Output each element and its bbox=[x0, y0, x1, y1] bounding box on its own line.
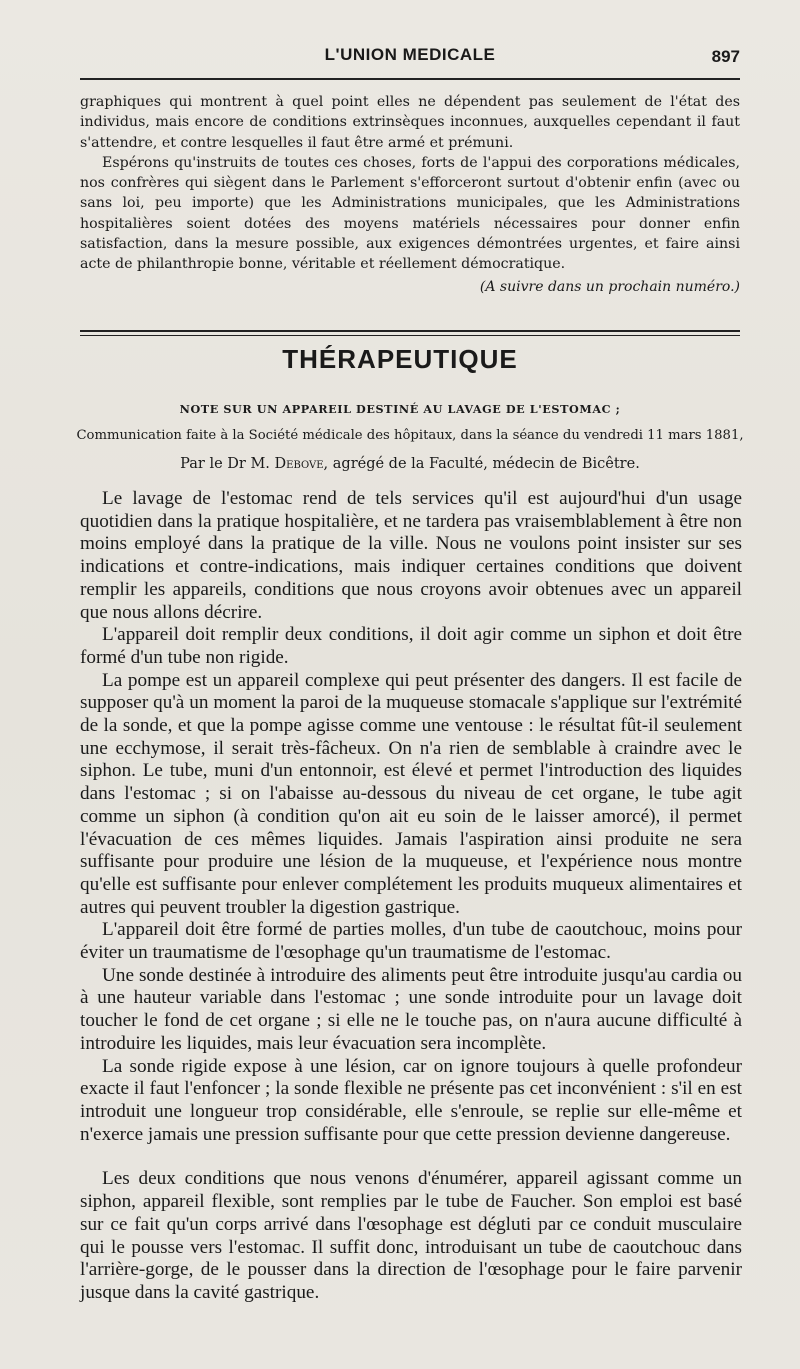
running-head bbox=[80, 45, 740, 75]
page-number: 897 bbox=[711, 47, 740, 66]
body-paragraph-5: Une sonde destinée à introduire des aliments peut être introduite jusqu'au cardia ou à une hauteur variable dans l'estomac ; une sonde introduite pour un lavage doit toucher le fond de cet organe ; si elle ne le touche pas, on n'aura aucune difficulté à introduire les liquides, mais leur évacuation sera incomplète. bbox=[80, 964, 742, 1054]
continued-paragraph-2: Espérons qu'instruits de toutes ces choses, forts de l'appui des corporations médicales, nos confrères qui siègent dans le Parlement s'efforceront surtout d'obtenir enfin (avec ou sans loi, peu importe) que les Administrations municipales, que les Administrations hospitalières soient dotées des moyens matériels nécessaires pour donner enfin satisfaction, dans la mesure possible, aux exigences démontrées urgentes, et faire ainsi acte de philanthropie bonne, véritable et réellement démocratique. bbox=[80, 154, 740, 273]
body-paragraph-4: L'appareil doit être formé de parties molles, d'un tube de caoutchouc, moins pour éviter un traumatisme de l'œsophage qu'un traumatisme de l'estomac. bbox=[80, 919, 742, 964]
body-paragraph-3: La pompe est un appareil complexe qui peut présenter des dangers. Il est facile de supposer qu'à un moment la paroi de la muqueuse stomacale s'applique sur l'extrémité de la sonde, et que la pompe agisse comme une ventouse : le résultat fût-il seulement une ecchymose, il serait très-fâcheux. On n'a rien de semblable à craindre avec le siphon. Le tube, muni d'un entonnoir, est élevé et permet l'introduction des liquides dans l'estomac ; si on l'abaisse au-dessous du niveau de cet organe, le tube agit comme un siphon (à condition qu'on ait eu soin de le laisser amorcé), il permet l'évacuation de ces mêmes liquides. Jamais l'aspiration ainsi produite ne sera suffisante pour produire une lésion de la muqueuse, et l'expérience nous montre qu'elle est suffisante pour enlever complétement les produits muqueux alimentaires et autres qui peuvent troubler la digestion gastrique. bbox=[80, 669, 742, 918]
section-heading: THÉRAPEUTIQUE bbox=[282, 344, 518, 374]
byline-suffix: , agrégé de la Faculté, médecin de Bicêtre. bbox=[323, 456, 640, 472]
body-paragraph-2: L'appareil doit remplir deux conditions, il doit agir comme un siphon et doit être formé d'un tube non rigide. bbox=[80, 624, 742, 668]
to-be-continued-note: (A suivre dans un prochain numéro.) bbox=[479, 278, 740, 295]
author-byline bbox=[0, 456, 800, 472]
body-paragraph-6: La sonde rigide expose à une lésion, car on ignore toujours à quelle profondeur exacte il faut l'enfoncer ; la sonde flexible ne présente pas cet inconvénient : s'il en est introduit une longueur trop considérable, elle s'enroule, se replie sur elle-même et n'exerce jamais une pression suffisante pour que cette pression devienne dangereuse. bbox=[80, 1055, 742, 1145]
body-paragraph-1: Le lavage de l'estomac rend de tels services qu'il est aujourd'hui d'un usage quotidien dans la pratique hospitalière, et ne tardera pas vraisemblablement à être non moins employé dans la pratique de la ville. Nous ne voulons point insister sur ses indications et contre-indications, mais indiquer certaines conditions que doivent remplir les appareils, conditions que nous croyons avoir obtenues avec un appareil que nous allons décrire. bbox=[80, 488, 742, 623]
section-divider bbox=[80, 330, 740, 336]
continued-paragraph-1: graphiques qui montrent à quel point elles ne dépendent pas seulement de l'état des individus, mais encore de conditions extrinsèques inconnues, auxquelles cependant il faut s'attendre, et contre lesquelles il faut être armé et prémuni. bbox=[80, 94, 740, 151]
body-paragraph-7: Les deux conditions que nous venons d'énumérer, appareil agissant comme un siphon, appareil flexible, sont remplies par le tube de Faucher. Son emploi est basé sur ce fait qu'un corps arrivé dans l'œsophage est dégluti par ce conduit musculaire qui le pousse vers l'estomac. Il suffit donc, introduisant un tube de caoutchouc dans l'arrière-gorge, de le pousser dans la direction de l'œsophage pour le faire parvenir jusque dans la cavité gastrique. bbox=[80, 1168, 742, 1303]
article-body bbox=[80, 488, 742, 1305]
byline-prefix: Par le Dr M. bbox=[180, 456, 270, 472]
header-rule bbox=[80, 78, 740, 80]
continued-article bbox=[80, 92, 740, 297]
author-name: Debove bbox=[274, 456, 324, 472]
communication-note: Communication faite à la Société médicale des hôpitaux, dans la séance du vendredi 11 mars 1881, bbox=[76, 428, 744, 443]
journal-title: L'UNION MEDICALE bbox=[324, 45, 496, 64]
article-title: NOTE SUR UN APPAREIL DESTINÉ AU LAVAGE DE L'ESTOMAC ; bbox=[179, 402, 621, 416]
